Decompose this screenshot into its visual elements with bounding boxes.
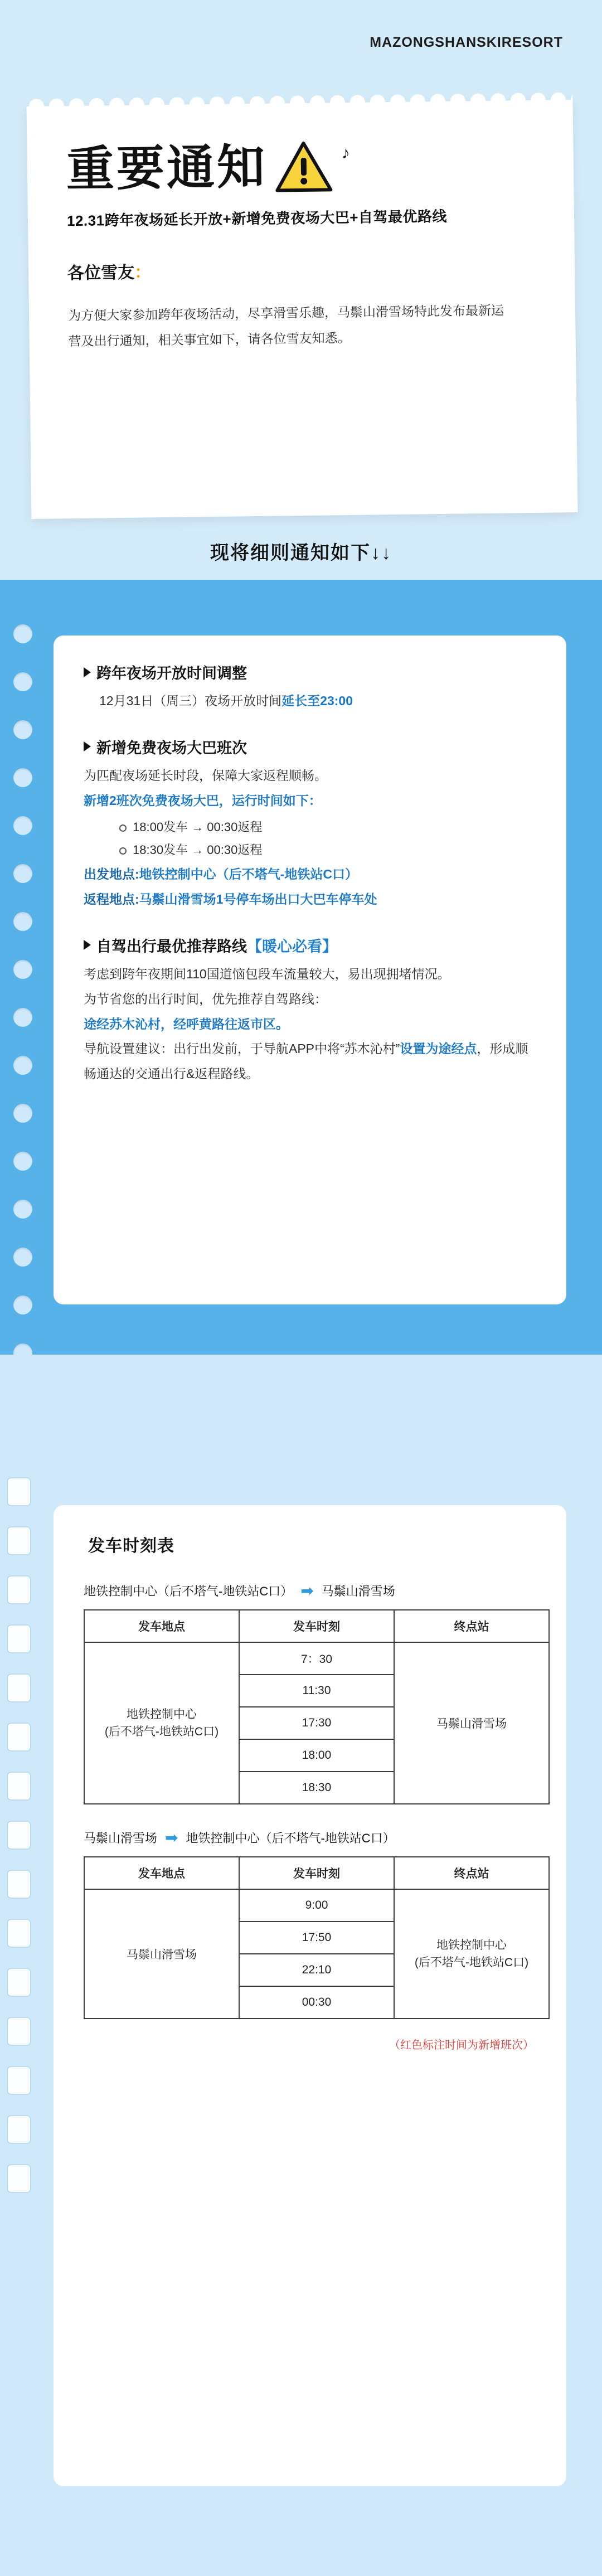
notice-subtitle: 12.31跨年夜场延长开放+新增免费夜场大巴+自驾最优路线 [66, 207, 448, 230]
cell-time: 17:30 [239, 1707, 394, 1739]
punch-hole [13, 672, 32, 691]
film-hole [7, 2164, 31, 2193]
return-label: 返程地点: [84, 891, 139, 906]
cell-time-new: 18:30 [239, 1772, 394, 1804]
section-night-hours [84, 661, 536, 714]
cell-time: 7：30 [239, 1642, 394, 1675]
schedule-footnote: （红色标注时间为新增班次） [389, 2039, 534, 2051]
top-section [0, 0, 602, 635]
film-hole [7, 2017, 31, 2046]
warning-triangle-icon [274, 140, 333, 192]
brand-name: MAZONGSHANSKIRESORT [370, 35, 563, 50]
route-p1: 考虑到跨年夜期间110国道恼包段车流量较大，易出现拥堵情况。 [84, 966, 450, 981]
cell-time-new: 18:00 [239, 1739, 394, 1772]
punch-hole [13, 768, 32, 787]
film-hole [7, 1968, 31, 1997]
punch-hole [13, 720, 32, 739]
schedule-table-2 [84, 1856, 550, 2019]
greeting-colon: ： [134, 263, 152, 282]
cell-time: 22:10 [239, 1954, 394, 1986]
film-hole [7, 1723, 31, 1752]
punch-hole [13, 1008, 32, 1027]
route-highlight: 途经苏木沁村，经呼黄路往返市区。 [84, 1016, 289, 1031]
notice-body: 为方便大家参加跨年夜场活动，尽享滑雪乐趣，马鬃山滑雪场特此发布最新运营及出行通知，相关事宜如下，请各位雪友知悉。 [67, 303, 504, 349]
route-p3-highlight: 设置为途经点 [400, 1041, 477, 1056]
schedule-card [54, 1505, 566, 2486]
table-row [84, 1642, 549, 1675]
col-header-destination: 终点站 [394, 1857, 549, 1889]
punch-hole [13, 624, 32, 643]
col-header-origin: 发车地点 [84, 1857, 239, 1889]
bus-depart-row [84, 862, 536, 887]
bus-intro: 为匹配夜场延长时段，保障大家返程顺畅。 [84, 768, 327, 783]
film-hole [7, 1821, 31, 1850]
section-free-bus [84, 736, 536, 912]
film-hole [7, 1673, 31, 1702]
film-hole [7, 1575, 31, 1604]
punch-hole [13, 1152, 32, 1171]
bus-highlight: 新增2班次免费夜场大巴，运行时间如下： [84, 793, 322, 808]
schedule-title: 发车时刻表 [84, 1531, 179, 1558]
film-hole [7, 1477, 31, 1506]
film-strip [7, 1477, 46, 2213]
route-1-header [84, 1582, 542, 1599]
cell-origin-2: 马鬃山滑雪场 [84, 1889, 239, 2019]
destination-line-2: (后不塔气-地铁站C口) [414, 1956, 529, 1969]
punch-hole [13, 1248, 32, 1267]
section-driving-route [84, 934, 536, 1086]
table-row [84, 1889, 549, 1922]
film-hole [7, 1919, 31, 1948]
punch-hole [13, 816, 32, 835]
col-header-time: 发车时刻 [239, 1857, 394, 1889]
destination-line-1: 地铁控制中心 [436, 1938, 507, 1952]
triangle-bullet-icon [84, 741, 91, 751]
bus-time-list [118, 816, 536, 862]
section-title-text: 自驾出行最优推荐路线 [96, 938, 247, 955]
greeting-text: 各位雪友 [67, 263, 135, 283]
film-hole [7, 2115, 31, 2144]
col-header-destination: 终点站 [394, 1610, 549, 1642]
depart-value: 地铁控制中心（后不塔气-地铁站C口） [139, 867, 358, 882]
triangle-bullet-icon [84, 940, 91, 950]
section-header [84, 661, 536, 683]
cell-time: 9:00 [239, 1889, 394, 1922]
col-header-time: 发车时刻 [239, 1610, 394, 1642]
cell-time: 11:30 [239, 1675, 394, 1707]
punch-hole [13, 912, 32, 931]
rules-banner [0, 535, 602, 567]
rules-banner-text: 现将细则通知如下↓↓ [205, 535, 397, 567]
cell-time: 17:50 [239, 1922, 394, 1954]
punch-hole [13, 1104, 32, 1123]
notice-title-row [66, 138, 535, 198]
film-hole [7, 2066, 31, 2095]
origin-line-2: (后不塔气-地铁站C口) [104, 1725, 219, 1738]
film-hole [7, 1526, 31, 1555]
section-title [96, 934, 337, 956]
table-header-row [84, 1857, 549, 1889]
route-p2: 为节省您的出行时间，优先推荐自驾路线： [84, 991, 327, 1006]
list-item: 18:30发车 → 00:30返程 [118, 838, 536, 862]
route-p3-post: ，形成顺畅通达的交通出行&返程路线。 [84, 1041, 528, 1081]
page-title: 重要通知 [66, 139, 268, 198]
triangle-bullet-icon [84, 667, 91, 677]
route-1-from: 地铁控制中心（后不塔气-地铁站C口） [84, 1584, 293, 1598]
route-p3-pre: 导航设置建议：出行出发前，于导航APP中将“苏木沁村” [84, 1041, 400, 1056]
route-p3 [84, 1036, 536, 1086]
punch-hole [13, 864, 32, 883]
section-header [84, 736, 536, 758]
return-value: 马鬃山滑雪场1号停车场出口大巴车停车处 [139, 891, 377, 906]
section-title: 新增免费夜场大巴班次 [96, 739, 247, 756]
depart-label: 出发地点: [84, 867, 139, 882]
origin-line-1: 地铁控制中心 [127, 1707, 197, 1721]
punch-hole [13, 1200, 32, 1219]
section-header [84, 934, 536, 956]
table-header-row [84, 1610, 549, 1642]
punch-hole [13, 1056, 32, 1075]
hours-highlight: 延长至23:00 [281, 693, 353, 708]
schedule-table-1 [84, 1609, 550, 1804]
greeting [67, 254, 536, 284]
music-note-icon: ♪ [341, 143, 350, 163]
bus-return-row [84, 887, 536, 912]
notice-card [27, 100, 578, 519]
route-2-from: 马鬃山滑雪场 [84, 1831, 158, 1845]
cell-time-new: 00:30 [239, 1986, 394, 2019]
route-1-to: 马鬃山滑雪场 [321, 1584, 395, 1598]
list-item: 18:00发车 → 00:30返程 [118, 816, 536, 839]
cell-destination-1: 马鬃山滑雪场 [394, 1642, 549, 1804]
film-hole [7, 1772, 31, 1801]
route-2-header [84, 1829, 542, 1846]
arrow-right-icon: ➡ [300, 1582, 314, 1599]
section-title-note: 【暖心必看】 [247, 938, 337, 955]
hours-text: 12月31日（周三）夜场开放时间 [99, 693, 282, 708]
route-2-to: 地铁控制中心（后不塔气-地铁站C口） [186, 1831, 395, 1845]
section-title: 跨年夜场开放时间调整 [96, 665, 247, 682]
punch-hole [13, 1296, 32, 1314]
punch-hole [13, 960, 32, 979]
cell-destination-2 [394, 1889, 549, 2019]
section-body [99, 688, 536, 714]
film-hole [7, 1870, 31, 1899]
arrow-right-icon: ➡ [165, 1828, 178, 1846]
film-hole [7, 1624, 31, 1653]
col-header-origin: 发车地点 [84, 1610, 239, 1642]
rules-card [54, 635, 566, 1304]
cell-origin-1 [84, 1642, 239, 1804]
